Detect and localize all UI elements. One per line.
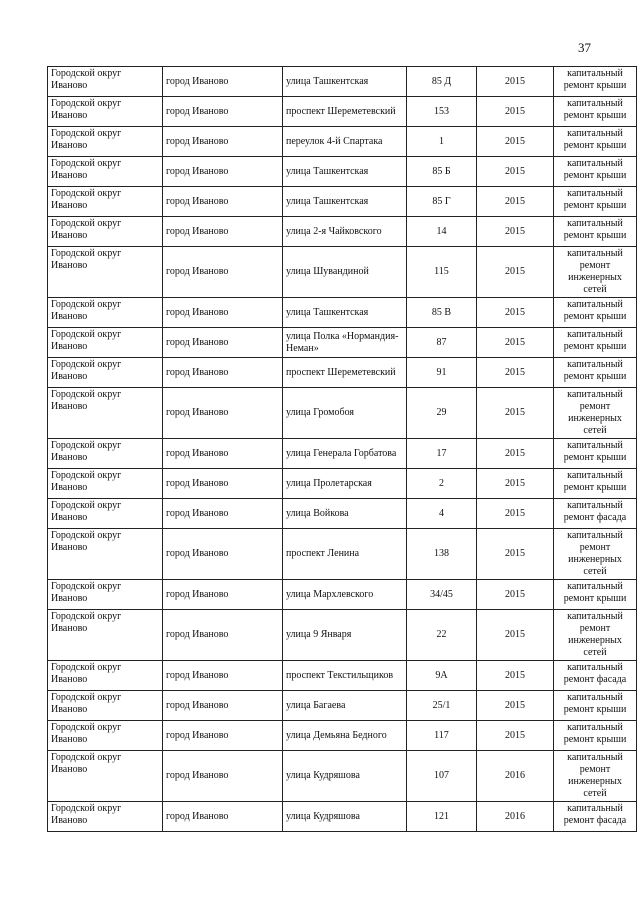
cell-okrug: Городской округ Иваново bbox=[48, 247, 163, 298]
cell-year: 2015 bbox=[477, 469, 554, 499]
cell-year: 2015 bbox=[477, 217, 554, 247]
table-row bbox=[48, 328, 637, 358]
cell-house-number: 9А bbox=[407, 661, 477, 691]
table-row bbox=[48, 580, 637, 610]
cell-okrug: Городской округ Иваново bbox=[48, 187, 163, 217]
cell-year: 2015 bbox=[477, 661, 554, 691]
cell-year: 2015 bbox=[477, 721, 554, 751]
cell-year: 2015 bbox=[477, 328, 554, 358]
cell-house-number: 85 Д bbox=[407, 67, 477, 97]
table-body bbox=[48, 67, 637, 832]
cell-street: проспект Ленина bbox=[283, 529, 407, 580]
cell-street: улица Генерала Горбатова bbox=[283, 439, 407, 469]
cell-street: проспект Шереметевский bbox=[283, 358, 407, 388]
table-row bbox=[48, 661, 637, 691]
cell-work-type: капитальный ремонт крыши bbox=[554, 358, 637, 388]
cell-house-number: 117 bbox=[407, 721, 477, 751]
cell-street: переулок 4-й Спартака bbox=[283, 127, 407, 157]
cell-street: улица Громобоя bbox=[283, 388, 407, 439]
cell-house-number: 121 bbox=[407, 802, 477, 832]
table-row bbox=[48, 127, 637, 157]
cell-year: 2015 bbox=[477, 388, 554, 439]
cell-house-number: 107 bbox=[407, 751, 477, 802]
cell-work-type: капитальный ремонт крыши bbox=[554, 328, 637, 358]
cell-street: улица Шувандиной bbox=[283, 247, 407, 298]
cell-work-type: капитальный ремонт инженерных сетей bbox=[554, 751, 637, 802]
cell-work-type: капитальный ремонт крыши bbox=[554, 439, 637, 469]
cell-city: город Иваново bbox=[163, 751, 283, 802]
cell-work-type: капитальный ремонт крыши bbox=[554, 217, 637, 247]
table-row bbox=[48, 499, 637, 529]
cell-city: город Иваново bbox=[163, 187, 283, 217]
cell-okrug: Городской округ Иваново bbox=[48, 721, 163, 751]
cell-city: город Иваново bbox=[163, 358, 283, 388]
cell-okrug: Городской округ Иваново bbox=[48, 67, 163, 97]
cell-city: город Иваново bbox=[163, 157, 283, 187]
cell-street: улица Ташкентская bbox=[283, 298, 407, 328]
cell-okrug: Городской округ Иваново bbox=[48, 97, 163, 127]
table-row bbox=[48, 358, 637, 388]
table-row bbox=[48, 529, 637, 580]
cell-okrug: Городской округ Иваново bbox=[48, 298, 163, 328]
cell-house-number: 1 bbox=[407, 127, 477, 157]
cell-city: город Иваново bbox=[163, 388, 283, 439]
table-row bbox=[48, 691, 637, 721]
cell-work-type: капитальный ремонт фасада bbox=[554, 661, 637, 691]
cell-city: город Иваново bbox=[163, 97, 283, 127]
cell-city: город Иваново bbox=[163, 217, 283, 247]
cell-year: 2015 bbox=[477, 67, 554, 97]
cell-city: город Иваново bbox=[163, 499, 283, 529]
cell-house-number: 153 bbox=[407, 97, 477, 127]
cell-street: улица Демьяна Бедного bbox=[283, 721, 407, 751]
cell-street: улица Ташкентская bbox=[283, 157, 407, 187]
cell-okrug: Городской округ Иваново bbox=[48, 469, 163, 499]
cell-okrug: Городской округ Иваново bbox=[48, 610, 163, 661]
table-row bbox=[48, 469, 637, 499]
cell-street: улица Пролетарская bbox=[283, 469, 407, 499]
cell-year: 2015 bbox=[477, 127, 554, 157]
table-row bbox=[48, 187, 637, 217]
cell-year: 2015 bbox=[477, 157, 554, 187]
cell-year: 2015 bbox=[477, 610, 554, 661]
cell-house-number: 85 В bbox=[407, 298, 477, 328]
cell-year: 2015 bbox=[477, 187, 554, 217]
cell-year: 2015 bbox=[477, 298, 554, 328]
cell-work-type: капитальный ремонт крыши bbox=[554, 157, 637, 187]
cell-city: город Иваново bbox=[163, 529, 283, 580]
cell-okrug: Городской округ Иваново bbox=[48, 217, 163, 247]
cell-city: город Иваново bbox=[163, 439, 283, 469]
cell-okrug: Городской округ Иваново bbox=[48, 580, 163, 610]
cell-work-type: капитальный ремонт крыши bbox=[554, 469, 637, 499]
table-row bbox=[48, 802, 637, 832]
cell-house-number: 115 bbox=[407, 247, 477, 298]
cell-city: город Иваново bbox=[163, 802, 283, 832]
cell-okrug: Городской округ Иваново bbox=[48, 499, 163, 529]
cell-work-type: капитальный ремонт крыши bbox=[554, 298, 637, 328]
cell-street: проспект Шереметевский bbox=[283, 97, 407, 127]
table-row bbox=[48, 247, 637, 298]
cell-year: 2015 bbox=[477, 499, 554, 529]
cell-city: город Иваново bbox=[163, 247, 283, 298]
table-row bbox=[48, 97, 637, 127]
cell-year: 2016 bbox=[477, 751, 554, 802]
cell-city: город Иваново bbox=[163, 661, 283, 691]
cell-year: 2015 bbox=[477, 691, 554, 721]
cell-house-number: 138 bbox=[407, 529, 477, 580]
cell-house-number: 2 bbox=[407, 469, 477, 499]
cell-work-type: капитальный ремонт фасада bbox=[554, 499, 637, 529]
cell-city: город Иваново bbox=[163, 721, 283, 751]
cell-year: 2015 bbox=[477, 247, 554, 298]
cell-city: город Иваново bbox=[163, 691, 283, 721]
cell-okrug: Городской округ Иваново bbox=[48, 661, 163, 691]
cell-okrug: Городской округ Иваново bbox=[48, 388, 163, 439]
cell-work-type: капитальный ремонт инженерных сетей bbox=[554, 388, 637, 439]
table-row bbox=[48, 157, 637, 187]
cell-okrug: Городской округ Иваново bbox=[48, 157, 163, 187]
cell-house-number: 25/1 bbox=[407, 691, 477, 721]
cell-work-type: капитальный ремонт крыши bbox=[554, 127, 637, 157]
cell-city: город Иваново bbox=[163, 580, 283, 610]
cell-house-number: 87 bbox=[407, 328, 477, 358]
cell-house-number: 85 Г bbox=[407, 187, 477, 217]
cell-street: проспект Текстильщиков bbox=[283, 661, 407, 691]
cell-city: город Иваново bbox=[163, 328, 283, 358]
cell-work-type: капитальный ремонт крыши bbox=[554, 691, 637, 721]
cell-city: город Иваново bbox=[163, 610, 283, 661]
cell-year: 2015 bbox=[477, 580, 554, 610]
cell-year: 2015 bbox=[477, 529, 554, 580]
cell-work-type: капитальный ремонт крыши bbox=[554, 67, 637, 97]
page-number: 37 bbox=[578, 40, 591, 55]
cell-year: 2015 bbox=[477, 358, 554, 388]
cell-street: улица Багаева bbox=[283, 691, 407, 721]
cell-city: город Иваново bbox=[163, 469, 283, 499]
cell-work-type: капитальный ремонт фасада bbox=[554, 802, 637, 832]
cell-city: город Иваново bbox=[163, 298, 283, 328]
table-row bbox=[48, 721, 637, 751]
cell-street: улица Ташкентская bbox=[283, 67, 407, 97]
cell-house-number: 4 bbox=[407, 499, 477, 529]
cell-street: улица Кудряшова bbox=[283, 802, 407, 832]
cell-street: улица Кудряшова bbox=[283, 751, 407, 802]
cell-okrug: Городской округ Иваново bbox=[48, 802, 163, 832]
cell-work-type: капитальный ремонт инженерных сетей bbox=[554, 610, 637, 661]
cell-year: 2016 bbox=[477, 802, 554, 832]
cell-work-type: капитальный ремонт крыши bbox=[554, 187, 637, 217]
cell-house-number: 22 bbox=[407, 610, 477, 661]
table-row bbox=[48, 439, 637, 469]
table-row bbox=[48, 67, 637, 97]
cell-okrug: Городской округ Иваново bbox=[48, 358, 163, 388]
table-row bbox=[48, 217, 637, 247]
housing-repair-table bbox=[47, 66, 637, 832]
cell-street: улица Войкова bbox=[283, 499, 407, 529]
table-row bbox=[48, 298, 637, 328]
cell-street: улица Мархлевского bbox=[283, 580, 407, 610]
cell-year: 2015 bbox=[477, 439, 554, 469]
table-row bbox=[48, 388, 637, 439]
cell-street: улица Ташкентская bbox=[283, 187, 407, 217]
cell-okrug: Городской округ Иваново bbox=[48, 691, 163, 721]
cell-house-number: 17 bbox=[407, 439, 477, 469]
cell-okrug: Городской округ Иваново bbox=[48, 328, 163, 358]
cell-okrug: Городской округ Иваново bbox=[48, 529, 163, 580]
table-row bbox=[48, 751, 637, 802]
cell-street: улица 2-я Чайковского bbox=[283, 217, 407, 247]
cell-house-number: 91 bbox=[407, 358, 477, 388]
cell-house-number: 29 bbox=[407, 388, 477, 439]
cell-house-number: 85 Б bbox=[407, 157, 477, 187]
table-row bbox=[48, 610, 637, 661]
cell-house-number: 14 bbox=[407, 217, 477, 247]
cell-work-type: капитальный ремонт инженерных сетей bbox=[554, 247, 637, 298]
cell-okrug: Городской округ Иваново bbox=[48, 439, 163, 469]
cell-work-type: капитальный ремонт крыши bbox=[554, 580, 637, 610]
cell-city: город Иваново bbox=[163, 127, 283, 157]
cell-house-number: 34/45 bbox=[407, 580, 477, 610]
cell-street: улица 9 Января bbox=[283, 610, 407, 661]
cell-city: город Иваново bbox=[163, 67, 283, 97]
cell-year: 2015 bbox=[477, 97, 554, 127]
cell-work-type: капитальный ремонт крыши bbox=[554, 721, 637, 751]
cell-okrug: Городской округ Иваново bbox=[48, 127, 163, 157]
cell-street: улица Полка «Нормандия-Неман» bbox=[283, 328, 407, 358]
cell-work-type: капитальный ремонт крыши bbox=[554, 97, 637, 127]
cell-work-type: капитальный ремонт инженерных сетей bbox=[554, 529, 637, 580]
cell-okrug: Городской округ Иваново bbox=[48, 751, 163, 802]
